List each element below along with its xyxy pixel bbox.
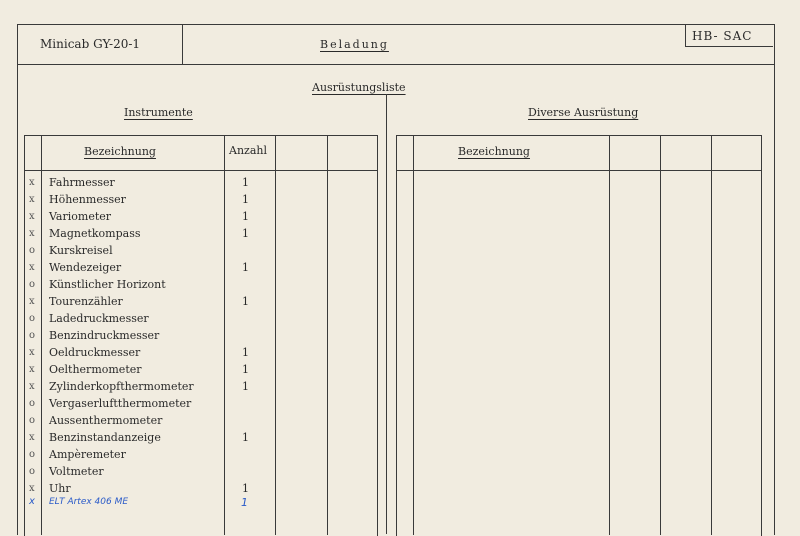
right-col-line-4 [711, 135, 712, 535]
instrumente-title: Instrumente [124, 106, 193, 119]
header-sep-1 [182, 24, 183, 64]
row-mark: x [29, 381, 35, 392]
row-count: 1 [242, 261, 249, 274]
row-name: Ladedruckmesser [49, 312, 149, 325]
row-mark: x [29, 483, 35, 494]
center-divider [386, 94, 387, 534]
diverse-title: Diverse Ausrüstung [528, 106, 639, 119]
row-count: 1 [242, 346, 249, 359]
row-count: 1 [242, 210, 249, 223]
row-name: Aussenthermometer [49, 414, 163, 427]
row-name: Benzindruckmesser [49, 329, 160, 342]
right-col-header-bezeichnung: Bezeichnung [458, 145, 530, 158]
row-mark: o [29, 313, 36, 324]
col-line-2 [224, 135, 225, 535]
row-name: Oeldruckmesser [49, 346, 141, 359]
row-mark: x [29, 432, 35, 443]
row-name: Kurskreisel [49, 244, 113, 257]
section-title-beladung: Beladung [320, 38, 389, 51]
row-mark: o [29, 330, 36, 341]
diverse-table-header-line [396, 170, 761, 171]
row-mark: x [29, 194, 35, 205]
handwritten-count: 1 [241, 496, 248, 509]
row-mark: x [29, 364, 35, 375]
row-name: Höhenmesser [49, 193, 126, 206]
handwritten-mark: x [29, 496, 35, 507]
row-count: 1 [242, 227, 249, 240]
col-line-1 [41, 135, 42, 535]
handwritten-item: ELT Artex 406 ME [49, 497, 129, 507]
row-mark: o [29, 398, 36, 409]
row-count: 1 [242, 431, 249, 444]
header-divider [17, 64, 774, 65]
row-mark: x [29, 347, 35, 358]
row-mark: x [29, 296, 35, 307]
row-mark: x [29, 211, 35, 222]
right-col-line-2 [609, 135, 610, 535]
row-mark: o [29, 449, 36, 460]
row-count: 1 [242, 380, 249, 393]
row-name: Zylinderkopfthermometer [49, 380, 194, 393]
aircraft-type: Minicab GY-20-1 [40, 37, 141, 51]
row-name: Künstlicher Horizont [49, 278, 166, 291]
row-mark: x [29, 177, 35, 188]
row-name: Oelthermometer [49, 363, 142, 376]
row-name: Wendezeiger [49, 261, 122, 274]
col-line-3 [275, 135, 276, 535]
row-mark: x [29, 262, 35, 273]
row-name: Variometer [49, 210, 112, 223]
col-header-anzahl: Anzahl [229, 144, 267, 157]
col-header-bezeichnung: Bezeichnung [84, 145, 156, 158]
row-name: Magnetkompass [49, 227, 141, 240]
row-mark: x [29, 228, 35, 239]
list-title: Ausrüstungsliste [312, 81, 406, 94]
row-name: Fahrmesser [49, 176, 115, 189]
row-mark: o [29, 279, 36, 290]
row-count: 1 [242, 193, 249, 206]
row-name: Voltmeter [49, 465, 104, 478]
row-name: Vergaserluftthermometer [49, 397, 192, 410]
row-name: Benzinstandanzeige [49, 431, 161, 444]
row-name: Tourenzähler [49, 295, 123, 308]
row-mark: o [29, 245, 36, 256]
diverse-table [396, 135, 762, 536]
row-name: Ampèremeter [49, 448, 126, 461]
registration: HB- SAC [692, 29, 753, 43]
row-count: 1 [242, 482, 249, 495]
col-line-4 [327, 135, 328, 535]
right-col-line-3 [660, 135, 661, 535]
row-mark: o [29, 415, 36, 426]
row-name: Uhr [49, 482, 71, 495]
row-count: 1 [242, 176, 249, 189]
row-count: 1 [242, 295, 249, 308]
row-count: 1 [242, 363, 249, 376]
right-col-line-1 [413, 135, 414, 535]
instrument-table-header-line [24, 170, 377, 171]
row-mark: o [29, 466, 36, 477]
